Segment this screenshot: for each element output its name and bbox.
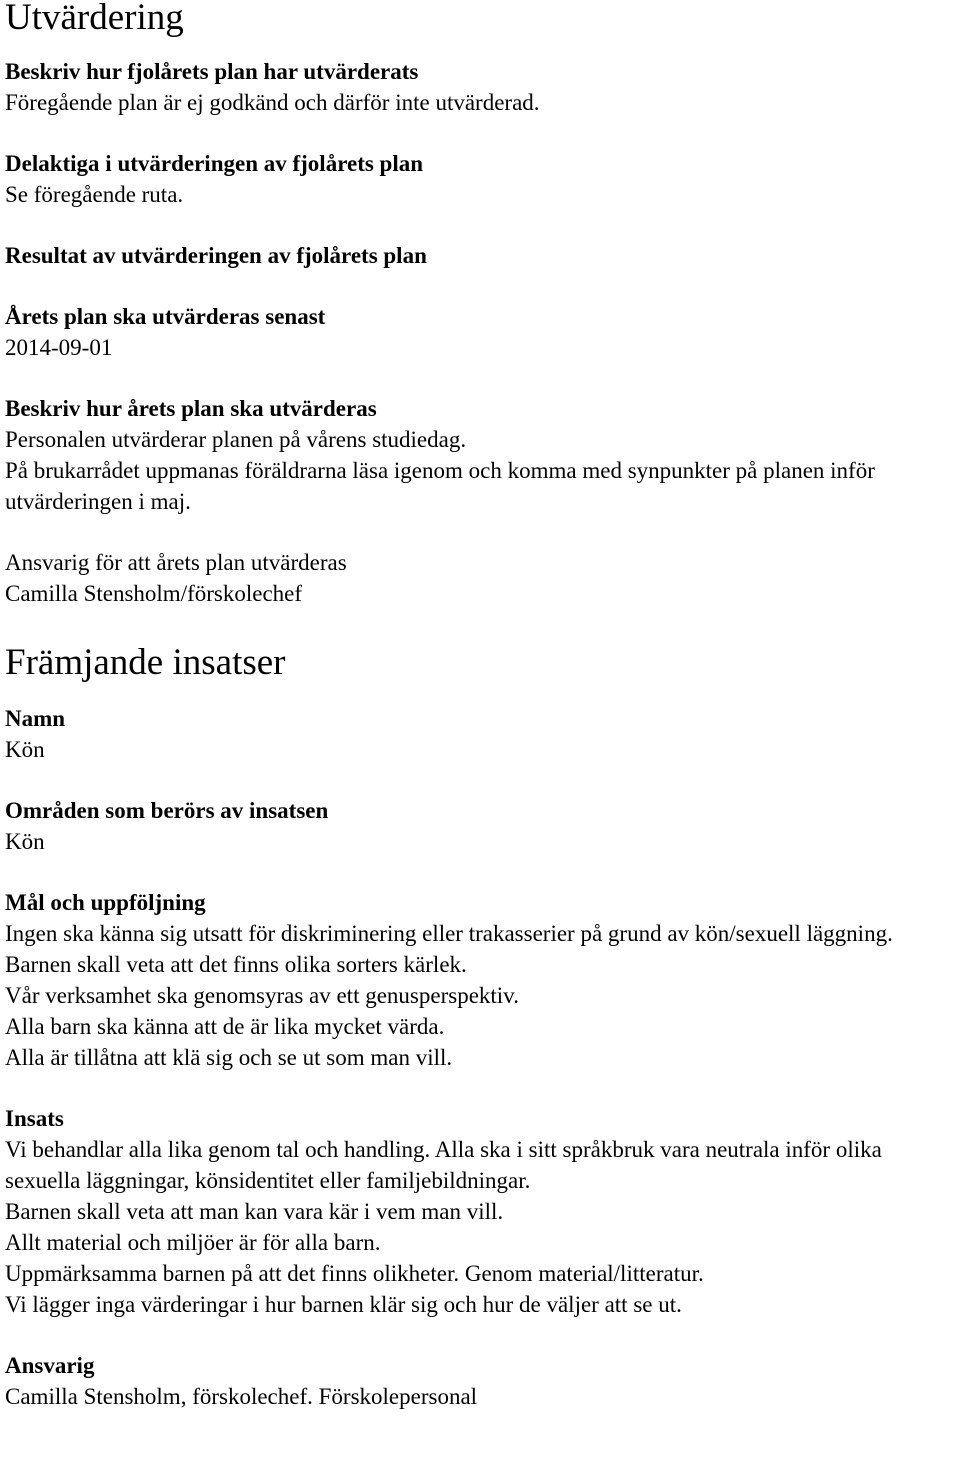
field-label: Ansvarig för att årets plan utvärderas bbox=[5, 550, 347, 575]
field-label: Årets plan ska utvärderas senast bbox=[5, 304, 326, 329]
field-label: Namn bbox=[5, 706, 66, 731]
measure-name bbox=[5, 703, 960, 765]
field-value: Föregående plan är ej godkänd och därför inte utvärderad. bbox=[5, 90, 540, 115]
measure-action bbox=[5, 1103, 960, 1320]
section-title: Främjande insatser bbox=[5, 642, 286, 683]
field-value: Camilla Stensholm, förskolechef. Förskolepersonal bbox=[5, 1384, 478, 1409]
evaluation-how-last-year bbox=[5, 56, 960, 118]
measure-responsible bbox=[5, 1350, 960, 1412]
field-label: Resultat av utvärderingen av fjolårets plan bbox=[5, 243, 427, 268]
field-label: Mål och uppföljning bbox=[5, 890, 206, 915]
field-label: Ansvarig bbox=[5, 1353, 95, 1378]
evaluation-how-this-year bbox=[5, 393, 960, 517]
field-label: Delaktiga i utvärderingen av fjolårets plan bbox=[5, 151, 424, 176]
field-value: Vår verksamhet ska genomsyras av ett genusperspektiv. bbox=[5, 983, 519, 1008]
field-value: Ingen ska känna sig utsatt för diskriminering eller trakasserier på grund av kön/sexuell läggning. bbox=[5, 921, 893, 946]
field-label: Insats bbox=[5, 1106, 64, 1131]
field-value: 2014-09-01 bbox=[5, 335, 113, 360]
field-value: Allt material och miljöer är för alla barn. bbox=[5, 1230, 381, 1255]
field-value: Barnen skall veta att det finns olika sorters kärlek. bbox=[5, 952, 467, 977]
field-value: Camilla Stensholm/förskolechef bbox=[5, 581, 303, 606]
field-value: Barnen skall veta att man kan vara kär i vem man vill. bbox=[5, 1199, 504, 1224]
field-value: På brukarrådet uppmanas föräldrarna läsa igenom och komma med synpunkter på planen inför utvärderingen i maj. bbox=[5, 458, 875, 514]
field-value: Kön bbox=[5, 829, 45, 854]
measure-areas bbox=[5, 795, 960, 857]
field-value: Alla barn ska känna att de är lika mycket värda. bbox=[5, 1014, 445, 1039]
field-value: Vi lägger inga värderingar i hur barnen klär sig och hur de väljer att se ut. bbox=[5, 1292, 682, 1317]
field-value: Se föregående ruta. bbox=[5, 182, 184, 207]
field-value: Vi behandlar alla lika genom tal och handling. Alla ska i sitt språkbruk vara neutrala inför olika sexuella läggningar, könsidentitet eller familjebildningar. bbox=[5, 1137, 882, 1193]
evaluation-deadline bbox=[5, 301, 960, 363]
field-label: Områden som berörs av insatsen bbox=[5, 798, 329, 823]
field-value: Personalen utvärderar planen på vårens studiedag. bbox=[5, 427, 467, 452]
evaluation-responsible bbox=[5, 547, 960, 609]
page-title: Utvärdering bbox=[5, 0, 184, 38]
evaluation-participants bbox=[5, 148, 960, 210]
evaluation-result bbox=[5, 240, 960, 271]
field-label: Beskriv hur fjolårets plan har utvärderats bbox=[5, 59, 419, 84]
field-value: Alla är tillåtna att klä sig och se ut som man vill. bbox=[5, 1045, 453, 1070]
field-value: Kön bbox=[5, 737, 45, 762]
field-value: Uppmärksamma barnen på att det finns olikheter. Genom material/litteratur. bbox=[5, 1261, 704, 1286]
field-label: Beskriv hur årets plan ska utvärderas bbox=[5, 396, 377, 421]
measure-goals bbox=[5, 887, 960, 1073]
